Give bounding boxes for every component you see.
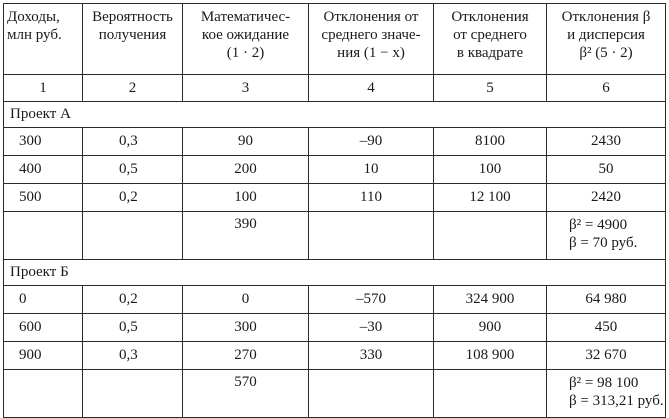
total-expectation: 390	[183, 212, 309, 260]
project-b-total-row	[4, 370, 666, 418]
header-expectation: Математичес- кое ожидание (1 · 2)	[183, 4, 309, 75]
cell-deviation: –90	[309, 128, 434, 156]
cell-income: 400	[4, 156, 83, 184]
cell-variance: 2430	[547, 128, 666, 156]
cell-squared-deviation: 108 900	[434, 342, 547, 370]
cell-probability: 0,2	[83, 184, 183, 212]
cell-expectation: 200	[183, 156, 309, 184]
empty-cell	[434, 370, 547, 418]
header-deviation: Отклонения от среднего значе- ния (1 − x)	[309, 4, 434, 75]
cell-squared-deviation: 100	[434, 156, 547, 184]
variance-value: β² = 4900	[569, 217, 628, 233]
cell-variance: 64 980	[547, 286, 666, 314]
header-probability: Вероятность получения	[83, 4, 183, 75]
table-row	[4, 128, 666, 156]
deviation-value: β = 70 руб.	[569, 235, 638, 251]
empty-cell	[309, 212, 434, 260]
cell-probability: 0,3	[83, 128, 183, 156]
cell-income: 0	[4, 286, 83, 314]
cell-probability: 0,5	[83, 156, 183, 184]
cell-income: 500	[4, 184, 83, 212]
column-number: 6	[547, 75, 666, 102]
column-number: 2	[83, 75, 183, 102]
cell-squared-deviation: 324 900	[434, 286, 547, 314]
variance-value: β² = 98 100	[569, 375, 639, 391]
project-b-section-row	[4, 260, 666, 286]
total-expectation: 570	[183, 370, 309, 418]
total-variance	[547, 370, 666, 418]
empty-cell	[83, 370, 183, 418]
column-number: 3	[183, 75, 309, 102]
header-row	[4, 4, 666, 75]
table-row	[4, 156, 666, 184]
project-a-total-row	[4, 212, 666, 260]
cell-squared-deviation: 12 100	[434, 184, 547, 212]
cell-deviation: 10	[309, 156, 434, 184]
cell-deviation: –30	[309, 314, 434, 342]
table-row	[4, 342, 666, 370]
risk-analysis-table	[3, 3, 666, 418]
table-row	[4, 184, 666, 212]
cell-probability: 0,5	[83, 314, 183, 342]
column-number: 4	[309, 75, 434, 102]
cell-probability: 0,3	[83, 342, 183, 370]
header-income: Доходы, млн руб.	[4, 4, 83, 75]
empty-cell	[309, 370, 434, 418]
cell-probability: 0,2	[83, 286, 183, 314]
column-number: 5	[434, 75, 547, 102]
cell-squared-deviation: 8100	[434, 128, 547, 156]
column-number: 1	[4, 75, 83, 102]
project-b-label: Проект Б	[4, 260, 666, 286]
table-row	[4, 314, 666, 342]
project-a-label: Проект А	[4, 102, 666, 128]
cell-expectation: 100	[183, 184, 309, 212]
cell-deviation: 330	[309, 342, 434, 370]
project-a-section-row	[4, 102, 666, 128]
cell-variance: 450	[547, 314, 666, 342]
empty-cell	[4, 370, 83, 418]
cell-variance: 32 670	[547, 342, 666, 370]
cell-expectation: 270	[183, 342, 309, 370]
cell-expectation: 300	[183, 314, 309, 342]
empty-cell	[4, 212, 83, 260]
table-row	[4, 286, 666, 314]
header-squared-deviation: Отклонения от среднего в квадрате	[434, 4, 547, 75]
cell-expectation: 0	[183, 286, 309, 314]
empty-cell	[83, 212, 183, 260]
deviation-value: β = 313,21 руб.	[569, 393, 664, 409]
cell-income: 600	[4, 314, 83, 342]
cell-income: 900	[4, 342, 83, 370]
total-variance	[547, 212, 666, 260]
cell-deviation: –570	[309, 286, 434, 314]
empty-cell	[434, 212, 547, 260]
cell-variance: 50	[547, 156, 666, 184]
column-number-row	[4, 75, 666, 102]
cell-squared-deviation: 900	[434, 314, 547, 342]
header-variance: Отклонения β и дисперсия β² (5 · 2)	[547, 4, 666, 75]
cell-deviation: 110	[309, 184, 434, 212]
cell-expectation: 90	[183, 128, 309, 156]
cell-variance: 2420	[547, 184, 666, 212]
cell-income: 300	[4, 128, 83, 156]
